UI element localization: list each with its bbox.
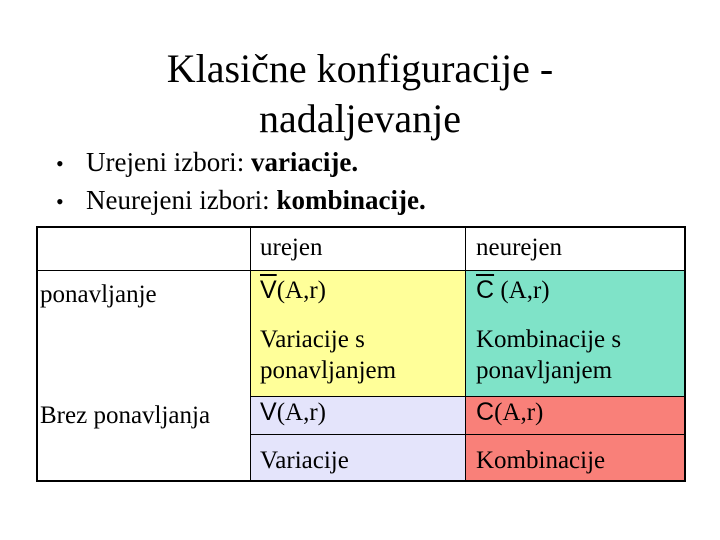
row-header-repetition: ponavljanje <box>40 281 157 308</box>
formula-symbol: $\overline{V}$ <box>260 276 277 304</box>
formula-symbol: $\overline{C}$ <box>476 276 495 304</box>
bullet-text: Urejeni izbori: variacije. <box>86 147 359 177</box>
name-variations-repetition: Variacije s ponavljanjem <box>260 326 397 384</box>
name-variations: Variacije <box>260 447 349 474</box>
grid-line <box>38 270 684 271</box>
formula-combinations-repetition: $\overline{C}$ (A,r) <box>476 276 550 304</box>
bullet-text: Neurejeni izbori: kombinacije. <box>86 185 426 215</box>
col-header-unordered: neurejen <box>476 234 563 261</box>
title-line-1: Klasične konfiguracije - <box>166 46 554 91</box>
col-header-ordered: urejen <box>260 234 323 261</box>
name-combinations-repetition: Kombinacije s ponavljanjem <box>476 326 622 384</box>
slide-title <box>90 44 630 144</box>
formula-combinations: C(A,r) <box>476 398 544 426</box>
formula-symbol: V <box>260 398 277 426</box>
bullet-marker: • <box>56 151 64 176</box>
bullet-marker: • <box>56 189 64 214</box>
bullet-ordered <box>56 144 426 182</box>
grid-line <box>250 228 251 480</box>
bullet-unordered <box>56 182 426 220</box>
configurations-table <box>36 226 686 482</box>
name-combinations: Kombinacije <box>476 447 606 474</box>
grid-line <box>465 228 466 480</box>
formula-variations-repetition: $\overline{V}(A,r)$ <box>260 276 326 304</box>
row-header-no-repetition: Brez ponavljanja <box>40 402 211 429</box>
bullet-list <box>56 144 426 220</box>
formula-symbol: C <box>476 398 495 426</box>
formula-variations: V(A,r) <box>260 398 326 426</box>
title-line-2: nadaljevanje <box>258 96 462 141</box>
grid-line <box>250 434 684 435</box>
